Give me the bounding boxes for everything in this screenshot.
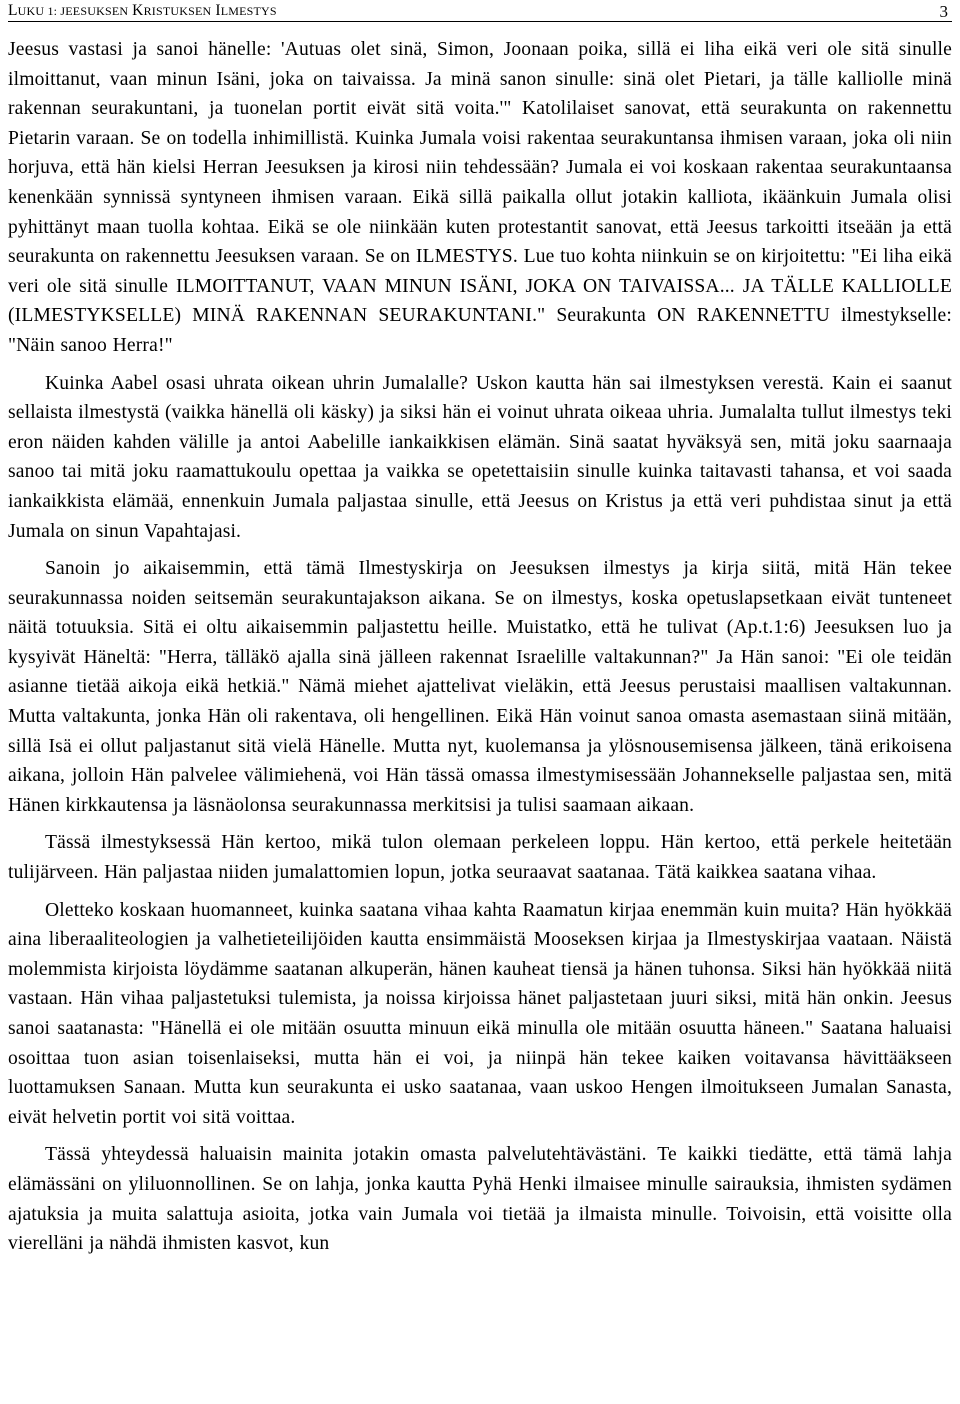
- paragraph: Tässä ilmestyksessä Hän kertoo, mikä tulon olemaan perkeleen loppu. Hän kertoo, että perkele heitetään tulijärveen. Hän paljastaa niiden jumalattomien lopun, jotka seuraavat saatanaa. Tätä kaikkea saatana vihaa.: [8, 832, 952, 884]
- chapter-label: UKU 1: J: [17, 4, 66, 18]
- paragraph: Tässä yhteydessä haluaisin mainita jotakin omasta palvelutehtävästäni. Te kaikki tiedätte, että tämä lahja elämässäni on yliluonnollinen. Se on lahja, jonka kautta Pyhä Henki ilmaisee minulle sairauksia, ihmisten sydämen ajatuksia ja muita salattuja asioita, jotka vain Jumala voi tietää ja ilmaista minulle. Toivoisin, että voisitte olla vierelläni ja nähdä ihmisten kasvot, kun: [8, 1144, 952, 1255]
- title-word-2: RISTUKSEN: [143, 4, 212, 18]
- paragraph: Jeesus vastasi ja sanoi hänelle: 'Autuas olet sinä, Simon, Joonaan poika, sillä ei liha eikä veri ole sitä sinulle ilmoittanut, vaan minun Isäni, joka on taivaissa. Ja minä sanon sinulle: sinä olet Pietari, ja tälle kalliolle minä rakennan seurakuntani, ja tuonelan portit eivät sitä voita.'" Katolilaiset sanovat, että seurakunta on rakennettu Pietarin varaan. Se on todella inhimillistä. Kuinka Jumala voisi rakentaa seurakuntansa ihmisen varaan, joka oli niin horjuva, että hän kielsi Herran Jeesuksen ja kirosi niin tehdessään? Jumala ei voi koskaan rakentaa seurakuntaansa kenenkään synnissä syntyneen ihmisen varaan. Eikä sillä paikalla ollut jotakin kalliota, ikäänkuin Jumala olisi pyhittänyt maan tuolla kohtaa. Eikä se ole niinkään kuten protestantit sanovat, että Jeesus tarkoitti itseään ja että seurakunta on rakennettu Jeesuksen varaan. Se on ILMESTYS. Lue tuo kohta niinkuin se on kirjoitettu: "Ei liha eikä veri ole sitä sinulle ILMOITTANUT, VAAN MINUN ISÄNI, JOKA ON TAIVAISSA... JA TÄLLE KALLIOLLE (ILMESTYKSELLE) MINÄ RAKENNAN SEURAKUNTANI." Seurakunta ON RAKENNETTU ilmestykselle: "Näin sanoo Herra!": [8, 39, 952, 356]
- chapter-title: [8, 1, 277, 21]
- document-page: [8, 0, 952, 1259]
- paragraph: Kuinka Aabel osasi uhrata oikean uhrin Jumalalle? Uskon kautta hän sai ilmestyksen verestä. Kain ei saanut sellaista ilmestystä (vaikka hänellä oli käsky) ja siksi hän ei voinut uhrata oikeaa uhria. Jumalalta tullut ilmestys teki eron näiden kahden välille ja antoi Aabelille iankaikkisen elämän. Sinä saatat hyväksyä sen, mitä joku saarnaaja sanoo tai mitä joku raamattukoulu opettaa ja vaikka se opetettaisiin sinulle kuinka taitavasti tahansa, et voi saada iankaikkista elämää, ennenkuin Jumala paljastaa sinulle, että Jeesus on Kristus ja että veri puhdistaa sinut ja että Jumala on sinun Vapahtajasi.: [8, 372, 952, 542]
- running-header: [8, 0, 952, 22]
- title-word-3: LMESTYS: [220, 4, 277, 18]
- title-word-1: EESUKSEN: [65, 4, 129, 18]
- paragraph: Sanoin jo aikaisemmin, että tämä Ilmestyskirja on Jeesuksen ilmestys ja kirja siitä, mitä Hän tekee seurakunnassa noiden seitsemän seurakuntajakson aikana. Se on ilmestys, koska opetuslapsetkaan eivät tunteneet näitä totuuksia. Sitä ei oltu aikaisemmin paljastettu heille. Muistatko, että he tulivat (Ap.t.1:6) Jeesuksen luo ja kysyivät Häneltä: "Herra, tälläkö ajalla sinä jälleen rakennat Israelille valtakunnan?" Ja Hän sanoi: "Ei ole teidän asianne tietää aikoja eikä hetkiä." Nämä miehet ajattelivat vieläkin, että Jeesus perustaisi maallisen valtakunnan. Mutta valtakunta, jonka Hän oli rakentava, oli hengellinen. Eikä Hän voinut sanoa omasta asemastaan siinä mitään, sillä Isä ei ollut paljastanut sitä vielä Hänelle. Mutta nyt, kuolemansa ja ylösnousemisensa jälkeen, tänä erikoisena aikana, jolloin Hän palvelee välimiehenä, voi Hän tässä omassa ilmestymisessään Johannekselle paljastaa sen, mitä Hänen kirkkautensa ja läsnäolonsa seurakunnassa merkitsisi ja tulisi saamaan aikaan.: [8, 558, 952, 816]
- title-initial-2: K: [132, 2, 144, 19]
- paragraph: Oletteko koskaan huomanneet, kuinka saatana vihaa kahta Raamatun kirjaa enemmän kuin muita? Hän hyökkää aina liberaaliteologien ja valhetieteilijöiden kautta ensimmäistä Mooseksen kirjaa ja Ilmestyskirjaa vaataan. Näistä molemmista kirjoista löydämme saatanan alkuperän, hänen kauheat tiensä ja hänen tuhonsa. Siksi hän hyökkää niitä vastaan. Hän vihaa paljastetuksi tulemista, ja noissa kirjoissa hänet paljastetaan juuri siksi, mitä hän onkin. Jeesus sanoi saatanasta: "Hänellä ei ole mitään osuutta minuun eikä minulla ole mitään osuutta häneen." Saatana haluaisi osoittaa tuon asian toisenlaiseksi, mutta hän ei voi, ja niinpä hän tekee kaiken voitavansa hävittääkseen luottamuksen Sanaan. Mutta kun seurakunta ei usko saatanaa, vaan uskoo Hengen ilmoitukseen Jumalan Sanasta, eivät helvetin portit voi sitä voittaa.: [8, 899, 952, 1128]
- title-initial-3: I: [215, 2, 221, 19]
- chapter-initial: L: [8, 2, 18, 19]
- document-body: [8, 35, 952, 1259]
- page-number: 3: [939, 2, 948, 21]
